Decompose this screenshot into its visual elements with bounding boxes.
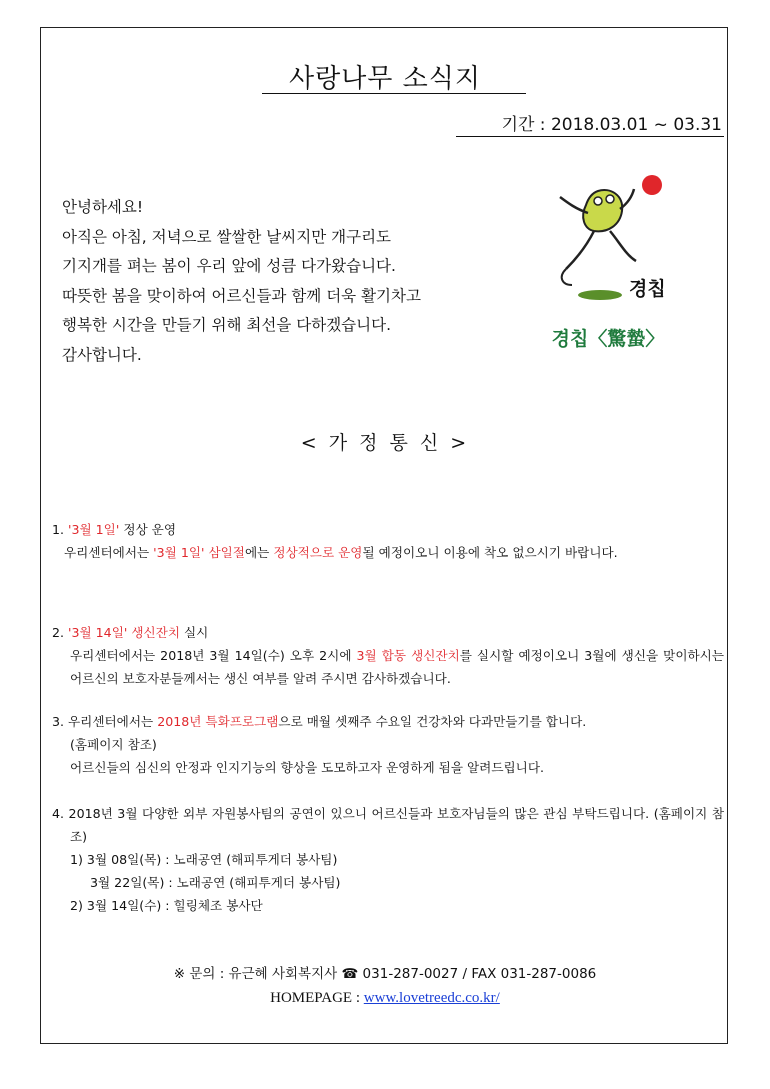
body-text: 에는 (244, 545, 274, 560)
greeting-line: 감사합니다. (62, 345, 142, 364)
newsletter-title: 사랑나무 소식지 (288, 64, 482, 94)
schedule-item: 1) 3월 08일(목) : 노래공연 (해피투게더 봉사팀) (70, 852, 338, 867)
greeting-paragraph (62, 193, 421, 370)
notice-item-4 (52, 802, 724, 917)
body-text: 를 실시할 예정이오니 3월에 생신을 맞이하시는 어르신의 보호자분들께서는 생신 여부를 알려 주시면 감사하겠습니다. (70, 648, 724, 686)
notice-item-body: 4. 2018년 3월 다양한 외부 자원봉사팀의 공연이 있으니 어르신들과 보호자님들의 많은 관심 부탁드립니다. (홈페이지 참조) (52, 806, 724, 844)
contact-info: ※ 문의 : 유근혜 사회복지사 ☎ 031-287-0027 / FAX 031-287-0086 (173, 966, 597, 982)
schedule-item: 3월 22일(목) : 노래공연 (해피투게더 봉사팀) (90, 875, 341, 890)
highlight-text: '3월 1일' (68, 522, 120, 537)
logo-caption-small: 경칩 (629, 278, 666, 300)
highlight-text: 3월 합동 생신잔치 (356, 648, 460, 663)
greeting-line: 따뜻한 봄을 맞이하여 어르신들과 함께 더욱 활기차고 (62, 286, 421, 305)
body-text: 으로 매월 셋째주 수요일 건강차와 다과만들기를 합니다. (278, 714, 587, 729)
greeting-line: 기지개를 펴는 봄이 우리 앞에 성큼 다가왔습니다. (62, 257, 396, 275)
notice-item-note: (홈페이지 참조) (70, 737, 157, 752)
greeting-line: 행복한 시간을 만들기 위해 최선을 다하겠습니다. (62, 316, 392, 334)
notice-item-1 (52, 518, 724, 564)
body-text: 우리센터에서는 2018년 3월 14일(수) 오후 2시에 (70, 648, 357, 663)
greeting-line: 아직은 아침, 저녁으로 쌀쌀한 날씨지만 개구리도 (62, 227, 392, 246)
notice-item-3 (52, 710, 724, 779)
notice-item-title (52, 621, 724, 644)
notice-item-body (52, 644, 724, 690)
highlight-text: '3월 1일' 삼일절 (153, 545, 245, 560)
greeting-line: 안녕하세요! (62, 198, 144, 216)
notice-item-title (52, 518, 724, 541)
period-underline (456, 136, 724, 137)
item-number: 2. (52, 625, 69, 640)
body-text: 우리센터에서는 (64, 545, 154, 560)
homepage-label: HOMEPAGE : (270, 990, 364, 1006)
highlight-text: '3월 14일' 생신잔치 (68, 625, 180, 640)
item-title-text: 정상 운영 (119, 522, 176, 537)
highlight-text: 정상적으로 운영 (273, 545, 363, 560)
homepage-line (0, 990, 770, 1007)
homepage-link[interactable]: www.lovetreedc.co.kr/ (363, 990, 500, 1006)
notice-item-body: 어르신들의 심신의 안정과 인지기능의 향상을 도모하고자 운영하게 됨을 알려드립니다. (70, 760, 544, 775)
logo-caption-main: 경칩〈驚蟄〉 (551, 328, 665, 350)
gyeongchip-logo (528, 173, 688, 355)
notice-item-2 (52, 621, 724, 690)
title-underline (262, 93, 526, 94)
period-text: 기간 : 2018.03.01 ~ 03.31 (501, 115, 722, 135)
notice-item-body (52, 541, 724, 564)
section-heading: < 가 정 통 신 > (300, 432, 470, 454)
body-text: 3. 우리센터에서는 (52, 714, 158, 729)
item-title-text: 실시 (180, 625, 209, 640)
item-number: 1. (52, 522, 69, 537)
body-text: 될 예정이오니 이용에 착오 없으시기 바랍니다. (362, 545, 618, 560)
schedule-item: 2) 3월 14일(수) : 힐링체조 봉사단 (70, 898, 263, 913)
notice-item-title (52, 710, 724, 733)
highlight-text: 2018년 특화프로그램 (157, 714, 279, 729)
